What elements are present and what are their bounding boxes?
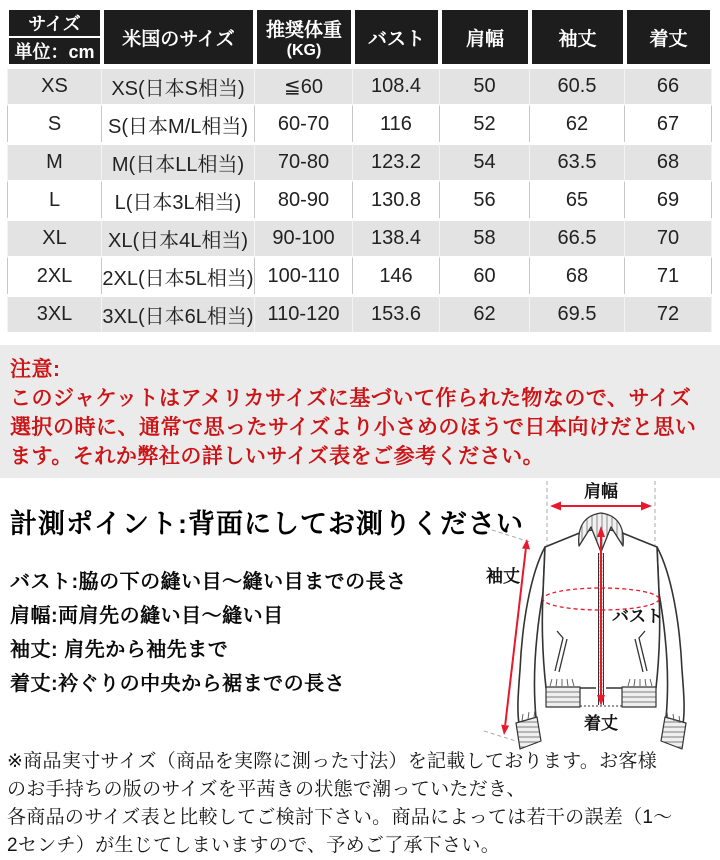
cell-bust: 130.8 <box>353 180 440 218</box>
cell-weight: ≦60 <box>255 66 353 104</box>
notice-line: 選択の時に、通常で思ったサイズより小さめのほうで日本向けだと思い <box>10 416 697 439</box>
measure-points-heading: 計測ポイント:背面にしてお測りください <box>10 509 524 539</box>
measure-line-sleeve: 袖丈: 肩先から袖先まで <box>10 639 229 661</box>
header-weight <box>255 8 353 66</box>
header-weight-line2: (KG) <box>286 41 322 59</box>
cell-bust: 108.4 <box>353 66 440 104</box>
header-size-unit <box>7 8 102 66</box>
footnote-line: ※商品実寸サイズ（商品を実際に測った寸法）を記載しております。お客様 <box>7 751 658 772</box>
cell-shoulder: 54 <box>440 142 530 180</box>
cell-sleeve: 65 <box>530 180 625 218</box>
cell-bust: 153.6 <box>353 294 440 332</box>
cell-shoulder: 50 <box>440 66 530 104</box>
cell-bust: 123.2 <box>353 142 440 180</box>
cell-shoulder: 62 <box>440 294 530 332</box>
cell-size: 3XL <box>7 294 102 332</box>
diagram-label-sleeve: 袖丈 <box>486 567 520 586</box>
cell-us: L(日本3L相当) <box>102 180 255 218</box>
notice-panel <box>0 345 720 478</box>
header-us-size: 米国のサイズ <box>102 8 255 66</box>
notice-title: 注意: <box>10 358 61 381</box>
cell-weight: 110-120 <box>255 294 353 332</box>
cell-us: XL(日本4L相当) <box>102 218 255 256</box>
measure-points-list <box>10 565 407 701</box>
cell-sleeve: 63.5 <box>530 142 625 180</box>
header-weight-line1: 推奨体重 <box>265 19 342 41</box>
footnote <box>7 748 717 860</box>
header-unit-label: 単位：cm <box>14 42 95 62</box>
cell-size: 2XL <box>7 256 102 294</box>
table-row-M <box>7 142 712 180</box>
table-row-S <box>7 104 712 142</box>
size-chart-header <box>7 8 712 66</box>
header-size-label: サイズ <box>9 10 100 38</box>
cell-weight: 70-80 <box>255 142 353 180</box>
cell-shoulder: 60 <box>440 256 530 294</box>
table-row-L <box>7 180 712 218</box>
cell-sleeve: 68 <box>530 256 625 294</box>
table-row-XS <box>7 66 712 104</box>
cell-us: 3XL(日本6L相当) <box>102 294 255 332</box>
diagram-label-bust: バスト <box>612 607 663 626</box>
header-length: 着丈 <box>625 8 712 66</box>
header-sleeve: 袖丈 <box>530 8 625 66</box>
footnote-line: 各商品のサイズ表と比較してご検討下さい。商品によっては若干の誤差（1〜 <box>7 807 673 828</box>
measure-line-shoulder: 肩幅:両肩先の縫い目〜縫い目 <box>10 605 284 627</box>
cell-sleeve: 60.5 <box>530 66 625 104</box>
cell-length: 66 <box>625 66 712 104</box>
cell-sleeve: 69.5 <box>530 294 625 332</box>
measure-line-bust: バスト:脇の下の縫い目〜縫い目までの長さ <box>10 571 407 593</box>
header-row <box>7 8 712 66</box>
cell-sleeve: 66.5 <box>530 218 625 256</box>
cell-us: M(日本LL相当) <box>102 142 255 180</box>
cell-bust: 138.4 <box>353 218 440 256</box>
notice-line: このジャケットはアメリカサイズに基づいて作られた物なので、サイズ <box>10 387 692 410</box>
table-row-XL <box>7 218 712 256</box>
jacket-measure-illustration <box>440 475 720 765</box>
cell-size: M <box>7 142 102 180</box>
cell-size: XL <box>7 218 102 256</box>
cell-bust: 116 <box>353 104 440 142</box>
cell-sleeve: 62 <box>530 104 625 142</box>
table-row-2XL <box>7 256 712 294</box>
size-chart-body <box>7 66 712 332</box>
cell-weight: 100-110 <box>255 256 353 294</box>
cell-size: L <box>7 180 102 218</box>
cell-shoulder: 52 <box>440 104 530 142</box>
cell-length: 70 <box>625 218 712 256</box>
cell-shoulder: 56 <box>440 180 530 218</box>
cell-length: 68 <box>625 142 712 180</box>
cell-length: 72 <box>625 294 712 332</box>
header-shoulder: 肩幅 <box>440 8 530 66</box>
cell-bust: 146 <box>353 256 440 294</box>
cell-size: S <box>7 104 102 142</box>
cell-weight: 60-70 <box>255 104 353 142</box>
cell-length: 71 <box>625 256 712 294</box>
cell-shoulder: 58 <box>440 218 530 256</box>
footnote-line: のお手持ちの版のサイズを平茜きの状態で潮っていただき、 <box>7 779 526 800</box>
size-chart-table <box>7 8 712 332</box>
table-row-3XL <box>7 294 712 332</box>
jacket-diagram <box>440 475 720 765</box>
cell-us: 2XL(日本5L相当) <box>102 256 255 294</box>
header-bust: バスト <box>353 8 440 66</box>
cell-length: 69 <box>625 180 712 218</box>
notice-line: ます。それか弊社の詳しいサイズ表をご参考ください。 <box>10 445 545 468</box>
diagram-label-shoulder: 肩幅 <box>584 482 618 501</box>
cell-length: 67 <box>625 104 712 142</box>
cell-us: XS(日本S相当) <box>102 66 255 104</box>
cell-us: S(日本M/L相当) <box>102 104 255 142</box>
diagram-label-length: 着丈 <box>584 714 618 733</box>
cell-weight: 90-100 <box>255 218 353 256</box>
cell-size: XS <box>7 66 102 104</box>
cell-weight: 80-90 <box>255 180 353 218</box>
measure-line-length: 着丈:衿ぐりの中央から裾までの長さ <box>10 673 346 695</box>
footnote-line: 2センチ）が生じてしまいますので、予めご了承下さい。 <box>7 835 500 856</box>
